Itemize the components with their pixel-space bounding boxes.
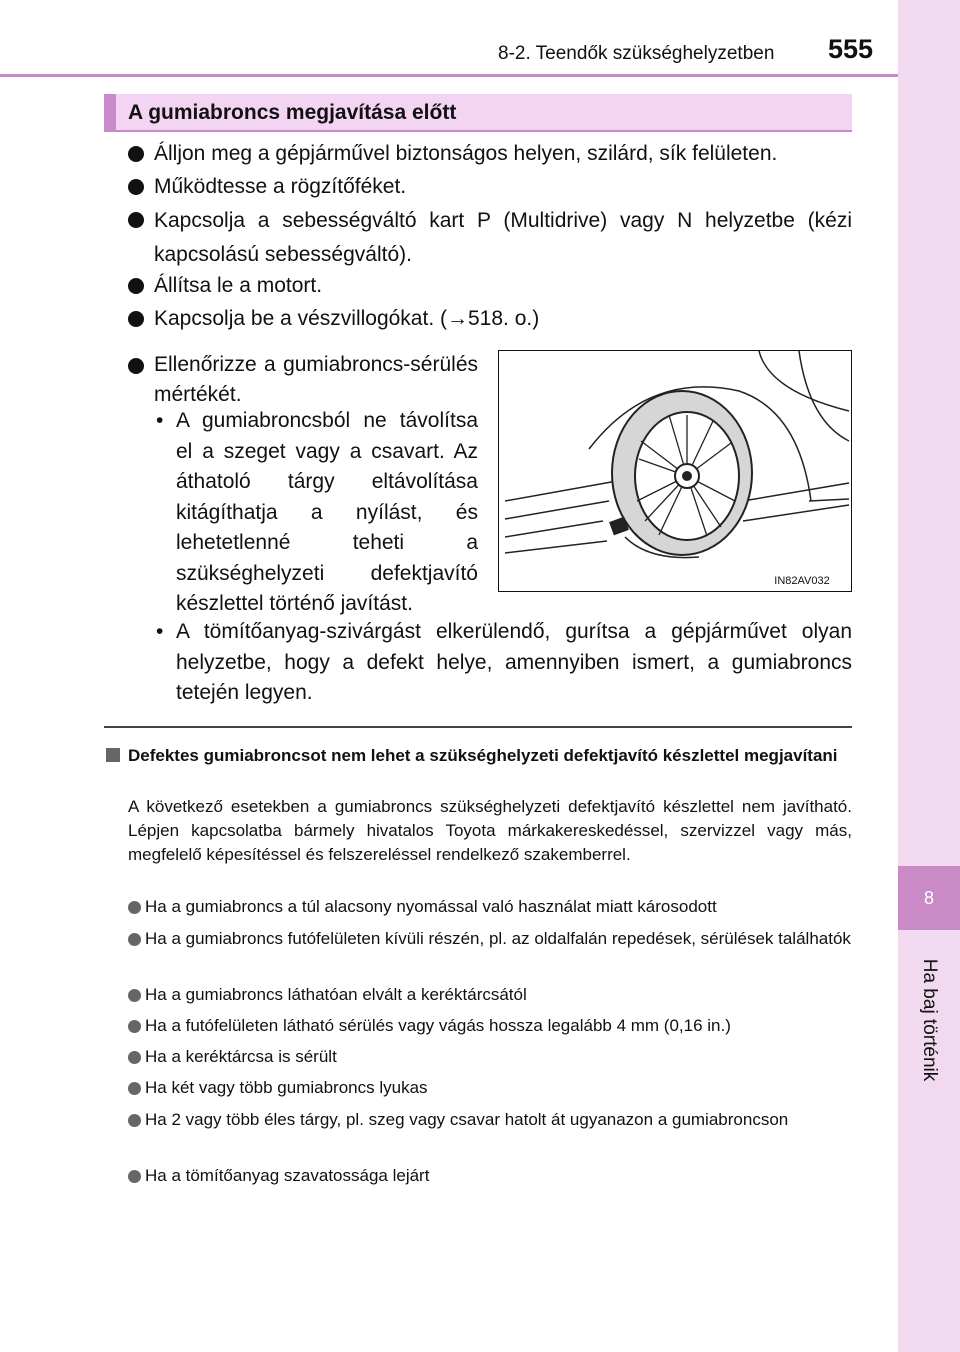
square-bullet-icon	[106, 748, 120, 762]
bullet-dot-icon	[128, 1082, 141, 1095]
section-divider	[104, 726, 852, 728]
chapter-number-tab: 8	[898, 866, 960, 930]
wheel-with-nail-image	[499, 351, 851, 591]
illustration-code: IN82AV032	[774, 575, 830, 587]
sub-bullet-marker: •	[156, 620, 164, 643]
bullet-item: Álljon meg a gépjárművel biztonságos helyen, szilárd, sík felületen.	[128, 138, 852, 169]
bullet-dot-icon	[128, 1020, 141, 1033]
section-title: 8-2. Teendők szükséghelyzetben	[498, 43, 775, 64]
note-heading: Defektes gumiabroncsot nem lehet a szükséghelyzeti defektjavító készlettel megjavítani	[106, 744, 852, 768]
note-body: A következő esetekben a gumiabroncs szükséghelyzeti defektjavító készlettel nem javítható. Lépjen kapcsolatba bármely hivatalos Toyota márkakereskedéssel, szervizzel vagy más, megfelelő képesítéssel és felszereléssel rendelkező szakemberrel.	[128, 797, 852, 864]
chapter-label: Ha baj történik	[919, 958, 940, 1082]
bullet-dot-icon	[128, 933, 141, 946]
tire-illustration	[498, 350, 852, 592]
bullet-item: Kapcsolja be a vészvillogókat. (→518. o.)	[128, 303, 852, 334]
page-number: 555	[828, 34, 874, 64]
sub-bullet-marker: •	[156, 409, 164, 432]
condition-item: Ha két vagy több gumiabroncs lyukas	[128, 1076, 852, 1100]
condition-item: Ha 2 vagy több éles tárgy, pl. szeg vagy csavar hatolt át ugyanazon a gumiabroncson	[128, 1108, 852, 1132]
procedure-title: A gumiabroncs megjavítása előtt	[128, 101, 457, 124]
bullet-dot-icon	[128, 278, 144, 294]
bullet-item: Működtesse a rögzítőféket.	[128, 171, 852, 202]
bullet-dot-icon	[128, 1051, 141, 1064]
bullet-dot-icon	[128, 311, 144, 327]
bullet-dot-icon	[128, 1170, 141, 1183]
bullet-dot-icon	[128, 1114, 141, 1127]
sub-bullet-item: • A gumiabroncsból ne távolítsa el a szeget vagy a csavart. Az áthatoló tárgy eltávolítása kitágíthatja a nyílást, és lehetetlenné teheti a szükséghelyzeti defektjavító készlettel történő javítást.	[156, 406, 478, 620]
header-rule	[0, 74, 898, 77]
procedure-title-box	[104, 94, 852, 132]
bullet-dot-icon	[128, 212, 144, 228]
condition-item: Ha a gumiabroncs láthatóan elvált a keréktárcsától	[128, 983, 852, 1007]
bullet-item: Ellenőrizze a gumiabroncs-sérülés mértékét.	[128, 350, 478, 410]
side-tab-top	[898, 0, 960, 866]
condition-item: Ha a futófelületen látható sérülés vagy vágás hossza legalább 4 mm (0,16 in.)	[128, 1014, 852, 1038]
bullet-dot-icon	[128, 989, 141, 1002]
sub-bullet-item: • A tömítőanyag-szivárgást elkerülendő, gurítsa a gépjárművet olyan helyzetbe, hogy a defekt helye, amennyiben ismert, a gumiabroncs tetején legyen.	[156, 617, 852, 709]
bullet-dot-icon	[128, 901, 141, 914]
condition-item: Ha a gumiabroncs a túl alacsony nyomással való használat miatt károsodott	[128, 895, 852, 919]
bullet-dot-icon	[128, 358, 144, 374]
bullet-dot-icon	[128, 179, 144, 195]
bullet-dot-icon	[128, 146, 144, 162]
condition-item: Ha a gumiabroncs futófelületen kívüli részén, pl. az oldalfalán repedések, sérülések találhatók	[128, 927, 852, 951]
condition-item: Ha a keréktárcsa is sérült	[128, 1045, 852, 1069]
condition-item: Ha a tömítőanyag szavatossága lejárt	[128, 1164, 852, 1188]
bullet-item: Kapcsolja a sebességváltó kart P (Multidrive) vagy N helyzetbe (kézi kapcsolású sebességváltó).	[128, 204, 852, 272]
bullet-item: Állítsa le a motort.	[128, 270, 852, 301]
